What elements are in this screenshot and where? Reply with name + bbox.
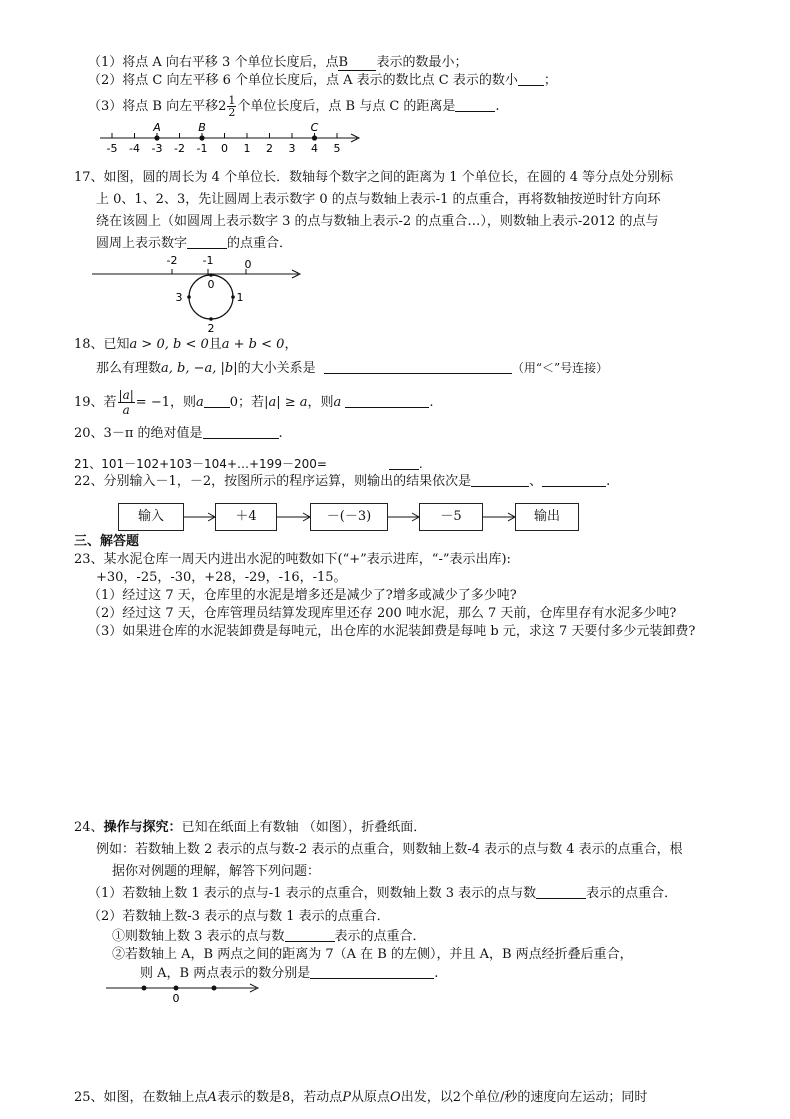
axis-point	[142, 986, 147, 991]
tick-label: -3	[151, 142, 163, 155]
q20: 20、3－π 的绝对值是 .	[74, 426, 283, 441]
q24-line-3: 据你对例题的理解，解答下列问题：	[112, 864, 321, 879]
q23-line-3: （1）经过这 7 天，仓库里的水泥是增多还是减少了?增多或减少了多少吨?	[88, 588, 517, 603]
tick-label: 0	[221, 142, 228, 155]
point-label: C	[310, 121, 319, 134]
q17-line-1: 17、如图，圆的周长为 4 个单位长．数轴每个数字之间的距离为 1 个单位长，在圆的 4 等分点处分别标	[74, 170, 674, 185]
flow-box-input: 输入	[118, 503, 184, 531]
q17-line-4: 圆周上表示数字 的点重合．	[96, 236, 293, 251]
point-label: B	[198, 121, 206, 134]
q23-line-2: +30，-25，-30，+28，-29，-16，-15。	[96, 570, 347, 585]
q18-line-2: 那么有理数a, b, −a, |b|的大小关系是 （用“＜”号连接）	[96, 361, 609, 376]
q21: 21、101－102+103－104+…+199－200= .	[74, 457, 423, 471]
axis-label: -1	[202, 254, 214, 267]
flow-arrows	[0, 0, 790, 540]
q24-line-1: 24、操作与探究：已知在纸面上有数轴 （如图），折叠纸面．	[74, 820, 427, 835]
point-label: A	[153, 121, 161, 134]
answer-blank[interactable]	[536, 885, 586, 899]
flow-box-minus-neg3: －(－3)	[310, 503, 388, 531]
q23-line-4: （2）经过这 7 天，仓库管理员结算发现库里还存 200 吨水泥，那么 7 天前，仓库里存有水泥多少吨?	[88, 606, 677, 621]
answer-blank[interactable]	[310, 965, 434, 979]
axis-label: 0	[244, 258, 252, 271]
circle-label: 0	[207, 278, 215, 291]
q23-line-5: （3）如果进仓库的水泥装卸费是每吨元，出仓库的水泥装卸费是每吨 b 元，求这 7 天要付多少元装卸费?	[88, 624, 696, 639]
flow-box-output: 输出	[515, 503, 579, 531]
tick-label: -2	[174, 142, 185, 155]
q18-line-1: 18、已知a > 0, b < 0且a + b < 0，	[74, 337, 298, 352]
q22: 22、分别输入－1，－2，按图所示的程序运算，则输出的结果依次是 、 .	[74, 474, 611, 489]
tick-label: 5	[333, 142, 341, 155]
q24-line-4: （1）若数轴上数 1 表示的点与-1 表示的点重合，则数轴上数 3 表示的点与数 表示的点重合．	[88, 886, 678, 901]
axis-point	[174, 986, 179, 991]
q16-sub3: （3）将点 B 向左平移2 $\frac{1}{2}$ 个单位长度后，点 B 与点 C 的距离是 .	[88, 94, 500, 119]
tick-label: -1	[196, 142, 208, 155]
q24-line-8: 则 A，B 两点表示的数分别是 .	[140, 966, 439, 981]
axis-label: -2	[166, 254, 178, 267]
fraction: $\frac{1}{2}$	[228, 94, 236, 119]
tick-label: -5	[106, 142, 118, 155]
flow-box-minus5: －5	[419, 503, 483, 531]
q19: 19、若 $\frac{|a|}{a}$ = −1，则a 0；若|a| ≥ a，则a .	[74, 388, 434, 417]
tick-label: 4	[311, 142, 318, 155]
q23-line-1: 23、某水泥仓库一周天内进出水泥的吨数如下(“+”表示进库，“-”表示出库):	[74, 552, 511, 567]
circle-label: 3	[175, 291, 183, 304]
fraction: $\frac{|a|}{a}$	[118, 388, 134, 417]
axis-point	[212, 986, 217, 991]
q24-line-6: ①则数轴上数 3 表示的点与数 表示的点重合．	[112, 929, 426, 944]
number-line-q24	[106, 978, 266, 1006]
tick-label: 2	[266, 142, 273, 155]
tick-label: -4	[129, 142, 140, 155]
circle-label: 1	[236, 291, 244, 304]
q24-line-7: ②若数轴上 A，B 两点之间的距离为 7（A 在 B 的左侧），并且 A，B 两点经折叠后重合，	[112, 947, 633, 962]
circle-label: 2	[207, 322, 215, 335]
section-title: 三、解答题	[74, 534, 140, 549]
tick-label: 3	[288, 142, 296, 155]
answer-blank[interactable]	[285, 928, 335, 942]
q16-sub2: （2）将点 C 向左平移 6 个单位长度后，点 A 表示的数比点 C 表示的数小 ；	[88, 73, 557, 88]
q16-sub1-answer: B	[338, 56, 376, 71]
q16-sub1: （1）将点 A 向右平移 3 个单位长度后，点B 表示的数最小；	[88, 55, 468, 70]
q24-line-2: 例如：若数轴上数 2 表示的点与数-2 表示的点重合，则数轴上数-4 表示的点与数 4 表示的点重合，根	[96, 842, 683, 857]
q17-line-2: 上 0、1、2、3，先让圆周上表示数字 0 的点与数轴上表示-1 的点重合，再将数轴按逆时针方向环	[96, 192, 661, 207]
q25-line-1: 25、如图，在数轴上点A表示的数是8，若动点P从原点O出发，以2个单位/秒的速度向左运动；同时	[74, 1090, 648, 1105]
q17-line-3: 绕在该圆上（如圆周上表示数字 3 的点与数轴上表示-2 的点重合…），则数轴上表示-2012 的点与	[96, 214, 659, 229]
tick-label: 1	[243, 142, 251, 155]
axis-label: 0	[172, 992, 180, 1005]
q24-line-5: （2）若数轴上数-3 表示的点与数 1 表示的点重合．	[88, 909, 390, 924]
flow-box-plus4: ＋4	[215, 503, 277, 531]
